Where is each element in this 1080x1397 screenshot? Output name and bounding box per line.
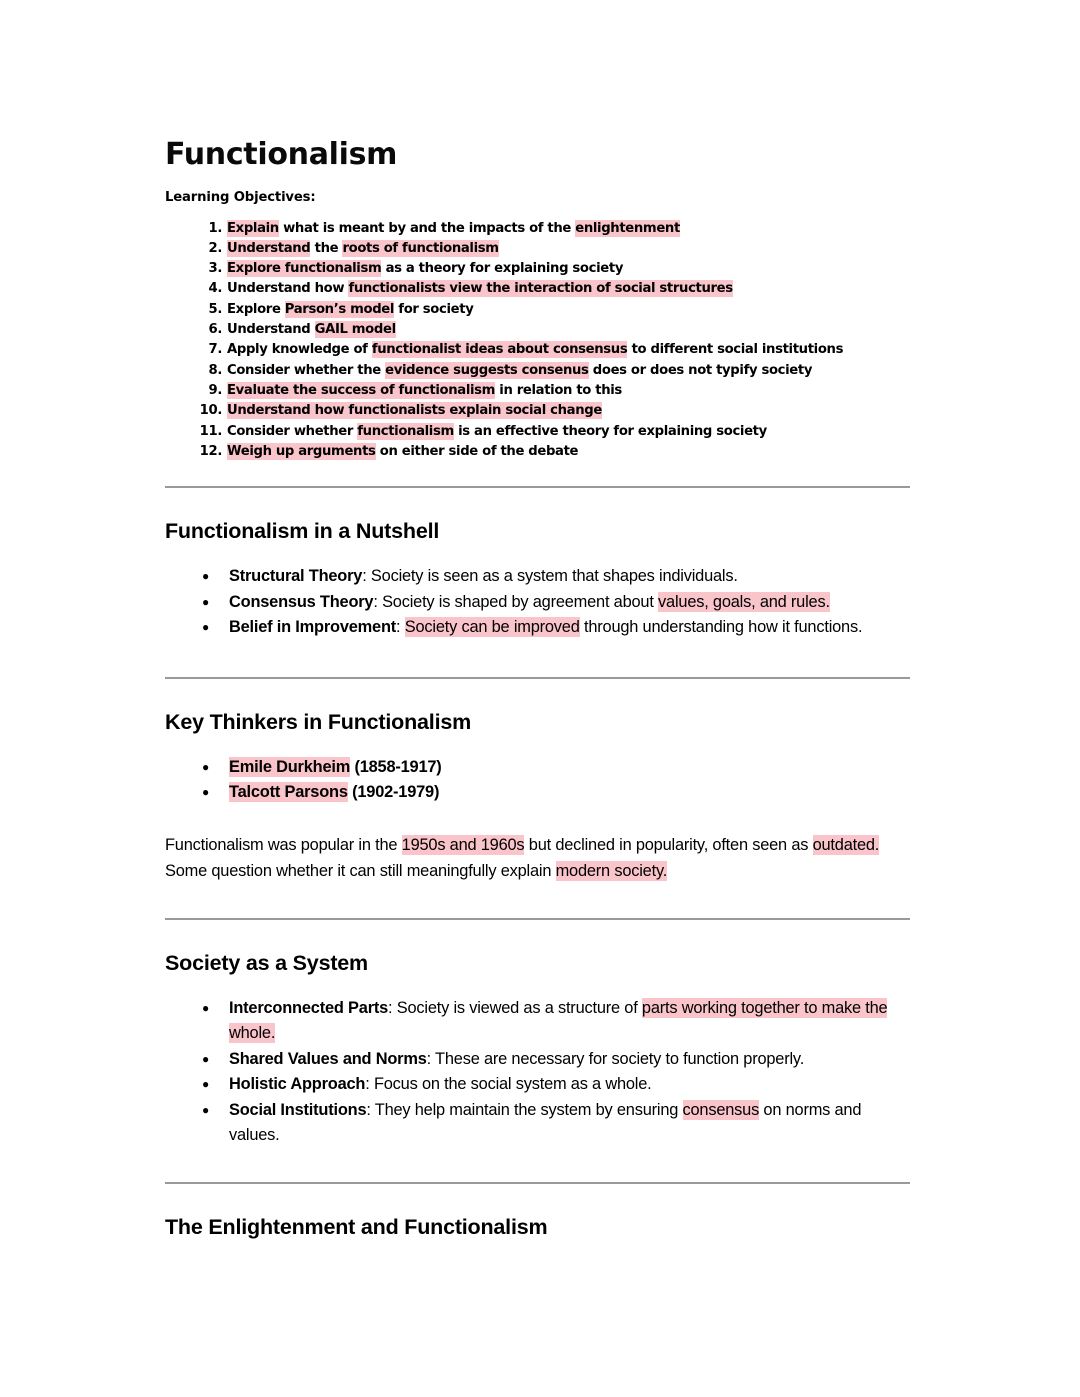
text-run: on either side of the debate <box>375 443 579 459</box>
learning-objective-item <box>227 300 912 320</box>
list-item <box>229 1047 912 1073</box>
text-run: (1858-1917) <box>350 757 442 776</box>
section-heading-key-thinkers: Key Thinkers in Functionalism <box>165 709 472 734</box>
list-item <box>229 590 912 616</box>
learning-objective-item <box>227 442 912 462</box>
learning-objective-item <box>227 340 912 360</box>
learning-objective-item <box>227 279 912 299</box>
list-item-text <box>229 782 439 802</box>
list-item-lead: Social Institutions <box>229 1100 367 1119</box>
text-run: Apply knowledge of <box>227 342 372 358</box>
text-run: Consider whether the <box>227 362 386 378</box>
list-item <box>229 755 912 781</box>
text-run: Explore <box>227 301 285 317</box>
highlighted-text: modern society. <box>555 861 668 880</box>
learning-objectives-label: Learning Objectives: <box>165 189 316 205</box>
list-item-lead: Belief in Improvement <box>229 618 397 637</box>
nutshell-bullet-list <box>165 564 912 641</box>
text-run: : Society is viewed as a structure of <box>388 998 642 1017</box>
highlighted-text: Understand <box>227 240 311 256</box>
text-run: Understand how <box>227 281 349 297</box>
section-divider <box>165 1182 910 1184</box>
section-heading-enlightenment: The Enlightenment and Functionalism <box>165 1214 548 1239</box>
highlighted-text: parts working together to make the whole. <box>229 998 888 1043</box>
learning-objective-item <box>227 401 912 421</box>
list-item-text <box>373 592 829 612</box>
section-heading-nutshell: Functionalism in a Nutshell <box>165 519 440 544</box>
learning-objective-item <box>227 320 912 340</box>
text-run: : Society is seen as a system that shapes individuals. <box>362 567 738 586</box>
highlighted-text: enlightenment <box>575 220 680 236</box>
learning-objective-item <box>227 259 912 279</box>
list-item <box>229 1098 912 1149</box>
highlighted-text: roots of functionalism <box>342 240 499 256</box>
text-run: : <box>396 618 405 637</box>
list-item-lead: Shared Values and Norms <box>229 1049 427 1068</box>
learning-objective-item <box>227 381 912 401</box>
list-item-text <box>229 757 442 777</box>
highlighted-text: Weigh up arguments <box>227 443 376 459</box>
text-run: what is meant by and the impacts of the <box>278 220 576 236</box>
learning-objective-item <box>227 361 912 381</box>
list-item-text <box>427 1050 804 1068</box>
text-run: for society <box>394 301 474 317</box>
text-run: Consider whether <box>227 423 358 439</box>
text-run: Some question whether it can still meaningfully explain <box>165 861 556 880</box>
list-item <box>229 615 912 641</box>
text-run: : These are necessary for society to function properly. <box>426 1049 805 1068</box>
list-item <box>229 564 912 590</box>
list-item-text <box>365 1075 651 1093</box>
list-item <box>229 1072 912 1098</box>
highlighted-text: Talcott Parsons <box>229 783 348 802</box>
section-divider <box>165 677 910 679</box>
highlighted-text: Evaluate the success of functionalism <box>227 382 496 398</box>
text-run: Functionalism was popular in the <box>165 835 402 854</box>
text-run: is an effective theory for explaining society <box>453 423 767 439</box>
highlighted-text: consensus <box>682 1100 760 1119</box>
highlighted-text: Emile Durkheim <box>229 757 351 776</box>
highlighted-text: evidence suggests consenus <box>385 362 589 378</box>
highlighted-text: 1950s and 1960s <box>401 835 525 854</box>
highlighted-text: functionalism <box>357 423 454 439</box>
highlighted-text: Explore functionalism <box>227 261 382 277</box>
learning-objective-item <box>227 422 912 442</box>
learning-objective-item <box>227 239 912 259</box>
highlighted-text: values, goals, and rules. <box>658 592 830 611</box>
highlighted-text: Explain <box>227 220 279 236</box>
text-run: : They help maintain the system by ensuring <box>366 1100 683 1119</box>
text-run: does or does not typify society <box>588 362 813 378</box>
text-run: through understanding how it functions. <box>579 618 863 637</box>
text-run: : Society is shaped by agreement about <box>373 592 659 611</box>
list-item <box>229 996 912 1047</box>
learning-objective-item <box>227 219 912 239</box>
text-run: but declined in popularity, often seen as <box>524 835 813 854</box>
text-run: to different social institutions <box>627 342 844 358</box>
list-item-lead: Structural Theory <box>229 567 363 586</box>
text-run: (1902-1979) <box>347 783 440 802</box>
key-thinkers-bullet-list <box>165 755 912 806</box>
society-system-bullet-list <box>165 996 912 1149</box>
text-run: in relation to this <box>495 382 622 398</box>
section-heading-society-system: Society as a System <box>165 950 368 975</box>
text-run: Understand <box>227 322 315 338</box>
highlighted-text: functionalist ideas about consensus <box>371 342 628 358</box>
highlighted-text: Society can be improved <box>404 618 580 637</box>
list-item-lead: Interconnected Parts <box>229 998 389 1017</box>
highlighted-text: functionalists view the interaction of social structures <box>348 281 733 297</box>
section-divider <box>165 918 910 920</box>
list-item <box>229 780 912 806</box>
list-item-lead: Holistic Approach <box>229 1075 366 1094</box>
highlighted-text: Understand how functionalists explain social change <box>227 403 602 419</box>
learning-objectives-list <box>165 219 912 463</box>
page-title: Functionalism <box>165 137 398 172</box>
list-item-lead: Consensus Theory <box>229 592 374 611</box>
highlighted-text: Parson’s model <box>284 301 395 317</box>
list-item-text <box>362 567 738 585</box>
section-divider <box>165 486 910 488</box>
text-run: as a theory for explaining society <box>381 261 624 277</box>
key-thinkers-paragraph <box>165 832 912 884</box>
highlighted-text: outdated. <box>812 835 880 854</box>
text-run: : Focus on the social system as a whole. <box>365 1075 652 1094</box>
text-run: the <box>310 240 343 256</box>
text-run: on norms and values. <box>229 1100 862 1145</box>
highlighted-text: GAIL model <box>314 322 396 338</box>
list-item-text <box>396 617 862 637</box>
